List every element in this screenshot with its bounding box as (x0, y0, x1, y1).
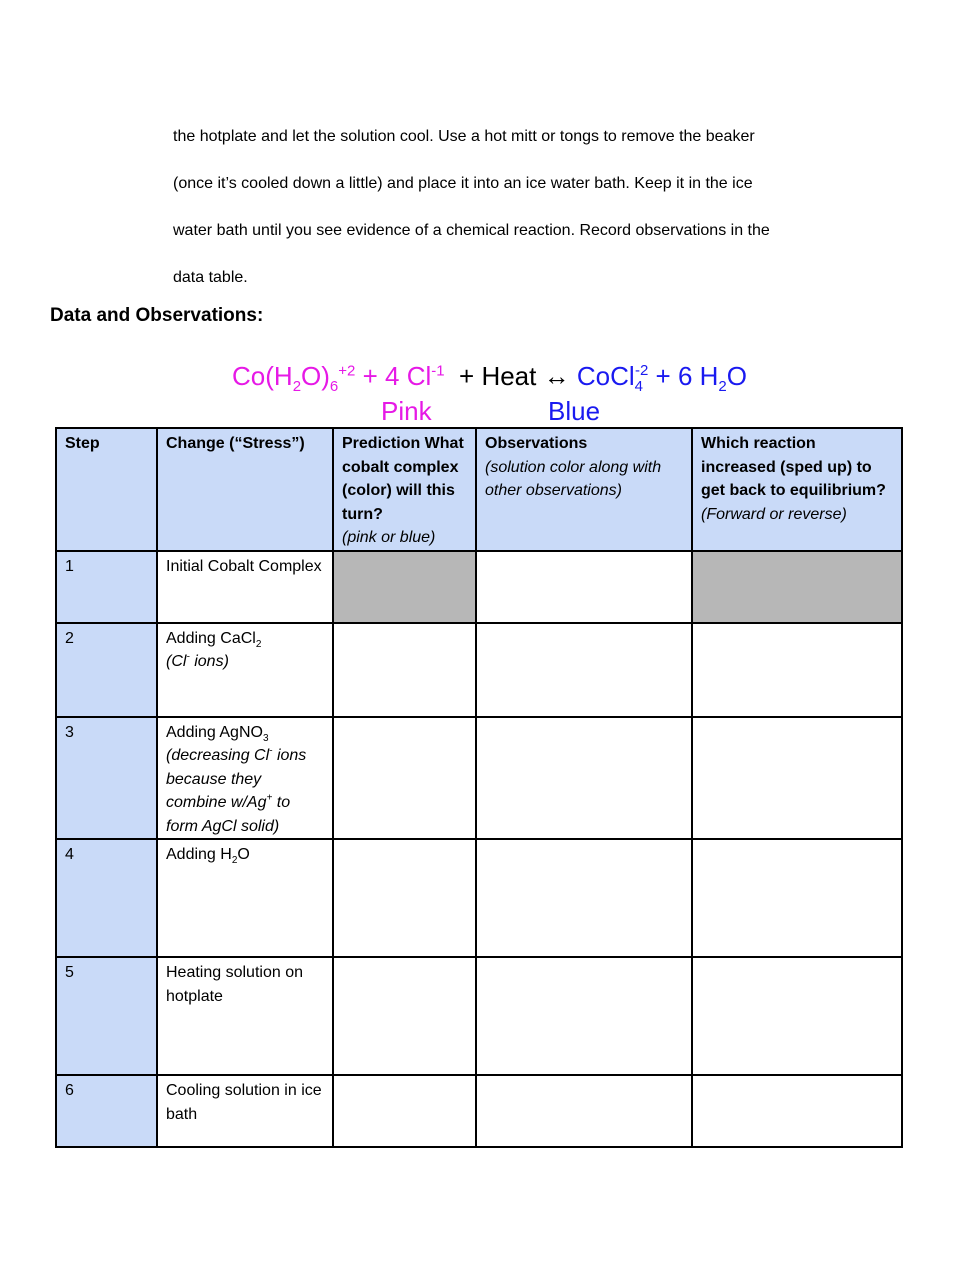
blue-label: Blue (548, 396, 601, 426)
table-row (56, 1075, 902, 1147)
eq-superscript: +2 (338, 362, 356, 380)
change-subscript: 2 (231, 855, 238, 867)
note-text: ions) (189, 653, 229, 670)
header-row (56, 428, 902, 551)
eq-heat: + Heat ↔ (444, 361, 577, 391)
header-observations (476, 428, 692, 551)
procedure-line: the hotplate and let the solution cool. Use a hot mitt or tongs to remove the beaker (173, 128, 755, 145)
change-cell (157, 839, 333, 957)
observations-cell[interactable] (476, 957, 692, 1075)
change-text: O (237, 846, 250, 863)
eq-subscript: 6 (329, 378, 339, 396)
table-row (56, 717, 902, 840)
header-prediction (333, 428, 476, 551)
change-cell (157, 623, 333, 717)
change-text: Adding CaCl (166, 629, 256, 647)
data-table (55, 427, 903, 1148)
reactant-cobalt-complex (232, 361, 445, 396)
eq-text: + 4 Cl (355, 361, 432, 391)
prediction-cell[interactable] (333, 623, 476, 717)
header-reaction (692, 428, 902, 551)
change-subscript: 3 (262, 732, 269, 744)
step-number: 1 (56, 551, 157, 623)
table-row (56, 623, 902, 717)
change-cell (157, 717, 333, 840)
step-number: 5 (56, 957, 157, 1075)
change-cell: Heating solution on hotplate (157, 957, 333, 1075)
observations-cell[interactable] (476, 623, 692, 717)
reaction-cell-shaded (692, 551, 902, 623)
table-row (56, 957, 902, 1075)
header-observations-note: (solution color along with other observations) (485, 458, 662, 499)
reaction-cell[interactable] (692, 623, 902, 717)
reaction-cell[interactable] (692, 1075, 902, 1147)
change-cell: Initial Cobalt Complex (157, 551, 333, 623)
note-superscript: - (269, 745, 273, 757)
note-superscript: + (266, 792, 273, 804)
header-prediction-text: Prediction What cobalt complex (color) will this turn? (342, 435, 464, 523)
change-text: Adding AgNO (166, 723, 263, 741)
header-observations-text: Observations (485, 435, 588, 452)
eq-superscript: -1 (431, 362, 445, 380)
step-number: 3 (56, 717, 157, 840)
change-cell: Cooling solution in ice bath (157, 1075, 333, 1147)
reaction-cell[interactable] (692, 839, 902, 957)
reaction-cell[interactable] (692, 957, 902, 1075)
observations-cell[interactable] (476, 717, 692, 840)
change-subscript: 2 (255, 638, 262, 650)
prediction-cell[interactable] (333, 839, 476, 957)
table-row (56, 551, 902, 623)
eq-text: + 6 H (648, 361, 719, 391)
eq-subscript: 2 (718, 378, 727, 396)
prediction-cell[interactable] (333, 957, 476, 1075)
header-prediction-note: (pink or blue) (342, 529, 436, 546)
table-row (56, 839, 902, 957)
note-text: (Cl (166, 653, 187, 670)
header-step: Step (56, 428, 157, 551)
procedure-line: (once it’s cooled down a little) and place it into an ice water bath. Keep it in the ice (173, 175, 753, 192)
step-number: 6 (56, 1075, 157, 1147)
section-heading: Data and Observations: (50, 305, 264, 326)
eq-subscript: 2 (292, 378, 302, 396)
observations-cell[interactable] (476, 551, 692, 623)
eq-text: CoCl (576, 361, 635, 391)
note-text: ions because they combine w/Ag (166, 747, 307, 811)
observations-cell[interactable] (476, 1075, 692, 1147)
change-note (166, 653, 229, 670)
header-change: Change (“Stress”) (157, 428, 333, 551)
procedure-line: data table. (173, 269, 248, 286)
eq-text: Co(H (232, 361, 293, 391)
note-text: (decreasing Cl (166, 747, 270, 764)
change-note (166, 747, 306, 835)
product-cobalt-complex (576, 361, 747, 396)
pink-label: Pink (381, 396, 432, 426)
note-text: to form AgCl solid) (166, 794, 291, 835)
prediction-cell-shaded (333, 551, 476, 623)
eq-text: O) (301, 361, 330, 391)
eq-superscript: -2 (634, 362, 649, 380)
procedure-text (173, 113, 873, 301)
step-number: 4 (56, 839, 157, 957)
observations-cell[interactable] (476, 839, 692, 957)
note-superscript: - (186, 651, 190, 663)
eq-subscript: 4 (634, 378, 643, 396)
prediction-cell[interactable] (333, 717, 476, 840)
chemical-equation (0, 356, 979, 396)
eq-text: O (726, 361, 747, 391)
change-text: Adding H (166, 846, 232, 863)
prediction-cell[interactable] (333, 1075, 476, 1147)
reaction-cell[interactable] (692, 717, 902, 840)
header-reaction-note: (Forward or reverse) (701, 505, 847, 523)
procedure-line: water bath until you see evidence of a chemical reaction. Record observations in the (173, 222, 770, 239)
step-number: 2 (56, 623, 157, 717)
header-reaction-text: Which reaction increased (sped up) to get back to equilibrium? (701, 435, 886, 499)
